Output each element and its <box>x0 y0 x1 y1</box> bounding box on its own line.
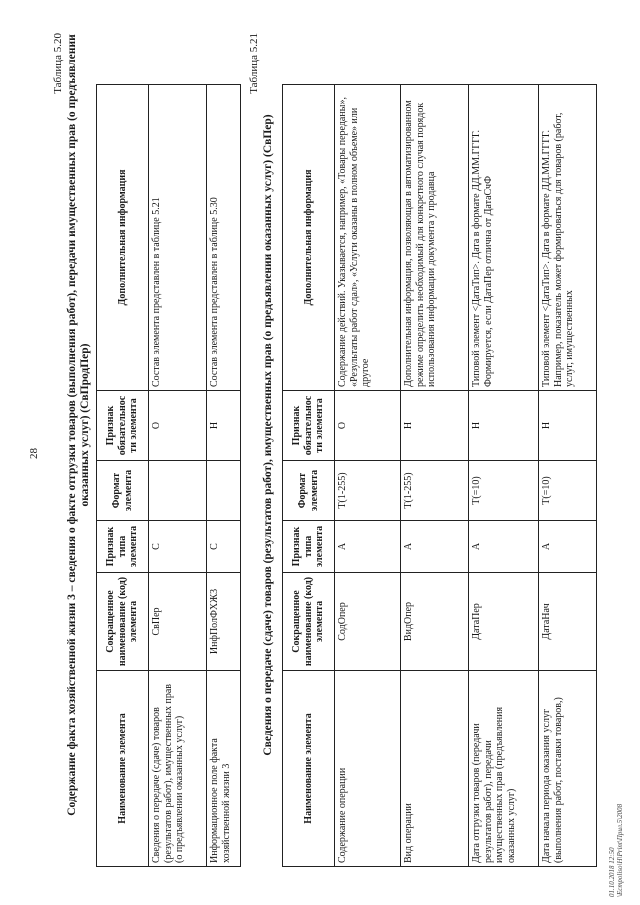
col-header: Признак типа элемента <box>97 521 149 573</box>
col-header: Дополнительная информация <box>283 85 335 391</box>
table-5-21-label: Таблица 5.21 <box>248 33 260 94</box>
col-header: Признак типа элемента <box>283 521 335 573</box>
table-row <box>401 85 469 867</box>
cell-format: T(=10) <box>539 461 597 521</box>
cell-info: Типовой элемент <ДатаТип>. Дата в формате ДД.ММ.ГГГГ. Например, показатель может формироваться для товаров (работ, услуг, имущественных <box>539 85 597 391</box>
cell-info: Типовой элемент <ДатаТип>. Дата в формате ДД.ММ.ГГГГ. Формируется, если ДатаПер отлична от ДатаСчФ <box>469 85 539 391</box>
table-row <box>207 85 241 867</box>
cell-format <box>149 461 207 521</box>
col-header: Дополнительная информация <box>97 85 149 391</box>
cell-format <box>207 461 241 521</box>
rotated-content <box>0 25 640 905</box>
cell-name: Дата отгрузки товаров (передачи результатов работ), передачи имущественных прав (предъявления оказанных услуг) <box>469 671 539 867</box>
cell-info: Состав элемента представлен в таблице 5.21 <box>149 85 207 391</box>
cell-format: T(=10) <box>469 461 539 521</box>
col-header: Наименование элемента <box>97 671 149 867</box>
table-5-21-header-row <box>283 85 335 867</box>
cell-info: Содержание действий. Указывается, например, «Товары переданы», «Результаты работ сдал», «Услуги оказаны в полном объеме» или другое <box>335 85 401 391</box>
cell-format: T(1-255) <box>401 461 469 521</box>
table-row <box>335 85 401 867</box>
table-row <box>539 85 597 867</box>
cell-info: Состав элемента представлен в таблице 5.30 <box>207 85 241 391</box>
col-header: Сокращенное наименование (код) элемента <box>283 573 335 671</box>
cell-type: С <box>207 521 241 573</box>
col-header: Сокращенное наименование (код) элемента <box>97 573 149 671</box>
cell-type: А <box>539 521 597 573</box>
cell-code: ДатаПер <box>469 573 539 671</box>
cell-type: А <box>469 521 539 573</box>
cell-code: СодОпер <box>335 573 401 671</box>
cell-required: Н <box>469 391 539 461</box>
cell-code: ВидОпер <box>401 573 469 671</box>
table-5-20-title: Содержание факта хозяйственной жизни 3 – сведения о факте отгрузки товаров (выполнения работ), передачи имущественных прав (о предъявлении оказанных услуг) (СвПродПер) <box>66 34 91 816</box>
table-5-20-header-row <box>97 85 149 867</box>
cell-type: А <box>335 521 401 573</box>
table-row <box>149 85 207 867</box>
cell-name: Вид операции <box>401 671 469 867</box>
cell-required: О <box>335 391 401 461</box>
cell-type: А <box>401 521 469 573</box>
cell-code: СвПер <box>149 573 207 671</box>
cell-required: О <box>149 391 207 461</box>
col-header: Формат элемента <box>97 461 149 521</box>
cell-name: Сведения о передаче (сдаче) товаров (результатов работ), имущественных прав (о предъявлении оказанных услуг) <box>149 671 207 867</box>
col-header: Наименование элемента <box>283 671 335 867</box>
table-5-21-title: Сведения о передаче (сдаче) товаров (результатов работ), имущественных прав (о предъявлении оказанных услуг) (СвПер) <box>262 114 274 756</box>
cell-name: Содержание операции <box>335 671 401 867</box>
cell-code: ДатаНач <box>539 573 597 671</box>
cell-code: ИнфПолФХЖ3 <box>207 573 241 671</box>
col-header: Формат элемента <box>283 461 335 521</box>
cell-info: Дополнительная информация, позволяющая в автоматизированном режиме определить необходимый для конкретного случая порядок использования информации документа у продавца <box>401 85 469 391</box>
page-number: 28 <box>28 448 40 459</box>
table-5-21 <box>282 84 597 867</box>
cell-type: С <box>149 521 207 573</box>
table-5-20 <box>96 84 241 867</box>
cell-required: Н <box>401 391 469 461</box>
cell-required: Н <box>207 391 241 461</box>
cell-name: Дата начала периода оказания услуг (выполнения работ, поставки товаров,) <box>539 671 597 867</box>
table-5-20-label: Таблица 5.20 <box>52 33 64 94</box>
table-row <box>469 85 539 867</box>
col-header: Признак обязательности элемента <box>283 391 335 461</box>
cell-name: Информационное поле факта хозяйственной жизни 3 <box>207 671 241 867</box>
col-header: Признак обязательности элемента <box>97 391 149 461</box>
cell-required: Н <box>539 391 597 461</box>
footer-note: 01.10.2018 12:50 \Ecmpoliso\H\Print\Прил.5\2008 <box>608 803 624 897</box>
cell-format: T(1-255) <box>335 461 401 521</box>
